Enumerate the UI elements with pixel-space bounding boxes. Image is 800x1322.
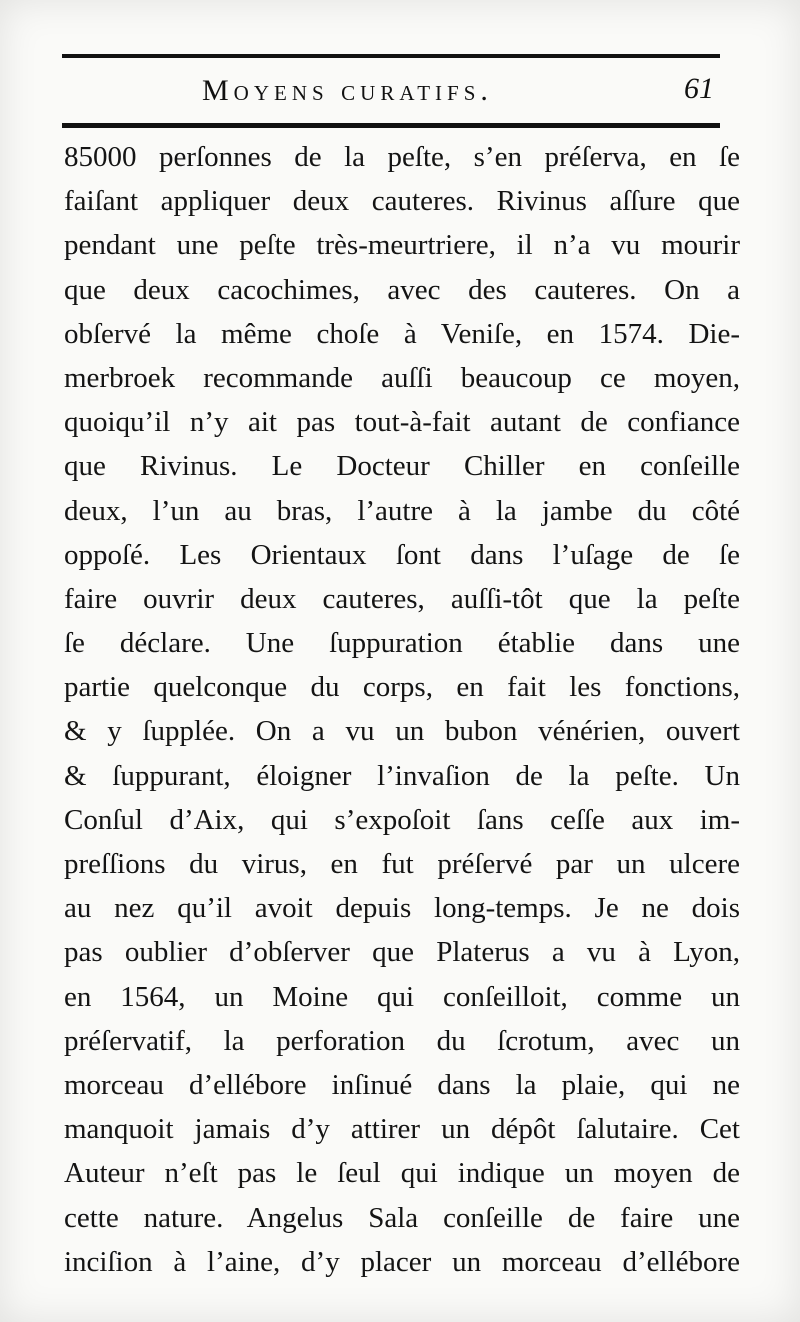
header-top-rule (62, 54, 720, 58)
text-line: & ſuppurant, éloigner l’invaſion de la peſte. Un (64, 759, 740, 792)
text-line: préſervatif, la perforation du ſcrotum, avec un (64, 1024, 740, 1057)
text-line: Auteur n’eſt pas le ſeul qui indique un moyen de (64, 1157, 740, 1190)
text-line: oppoſé. Les Orientaux ſont dans l’uſage de ſe (64, 538, 740, 571)
running-title: Moyens curatifs. (202, 74, 493, 107)
text-line: pas oublier d’obſerver que Platerus a vu à Lyon, (64, 936, 740, 969)
text-line: quoiqu’il n’y ait pas tout-à-fait autant de confiance (64, 406, 740, 439)
text-line: & y ſupplée. On a vu un bubon vénérien, ouvert (64, 715, 740, 748)
text-line: partie quelconque du corps, en fait les fonctions, (64, 671, 740, 704)
text-line: pendant une peſte très-meurtriere, il n’a vu mourir (64, 229, 740, 262)
text-line: merbroek recommande auſſi beaucoup ce moyen, (64, 361, 740, 394)
text-line: que deux cacochimes, avec des cauteres. On a (64, 273, 740, 306)
text-line: inciſion à l’aine, d’y placer un morceau d’ellébore (64, 1245, 740, 1278)
text-line: faiſant appliquer deux cauteres. Rivinus aſſure que (64, 185, 740, 218)
text-line: faire ouvrir deux cauteres, auſſi-tôt que la peſte (64, 582, 740, 615)
text-line: deux, l’un au bras, l’autre à la jambe du côté (64, 494, 740, 527)
text-line: preſſions du virus, en fut préſervé par un ulcere (64, 848, 740, 880)
body-text (64, 135, 740, 1284)
text-line: que Rivinus. Le Docteur Chiller en conſeille (64, 450, 740, 483)
text-line: obſervé la même choſe à Veniſe, en 1574. Die- (64, 317, 740, 350)
text-line: cette nature. Angelus Sala conſeille de faire une (64, 1201, 740, 1234)
text-line: en 1564, un Moine qui conſeilloit, comme un (64, 980, 740, 1013)
running-head (62, 68, 720, 112)
text-line: au nez qu’il avoit depuis long-temps. Je ne dois (64, 892, 740, 925)
text-line: manquoit jamais d’y attirer un dépôt ſalutaire. Cet (64, 1113, 740, 1146)
page-number: 61 (684, 72, 714, 105)
text-line: ſe déclare. Une ſuppuration établie dans une (64, 627, 740, 660)
text-line: morceau d’ellébore inſinué dans la plaie, qui ne (64, 1068, 740, 1101)
text-line: 85000 perſonnes de la peſte, s’en préſerva, en ſe (64, 141, 740, 173)
header-bottom-rule (62, 123, 720, 128)
text-line: Conſul d’Aix, qui s’expoſoit ſans ceſſe aux im- (64, 803, 740, 836)
